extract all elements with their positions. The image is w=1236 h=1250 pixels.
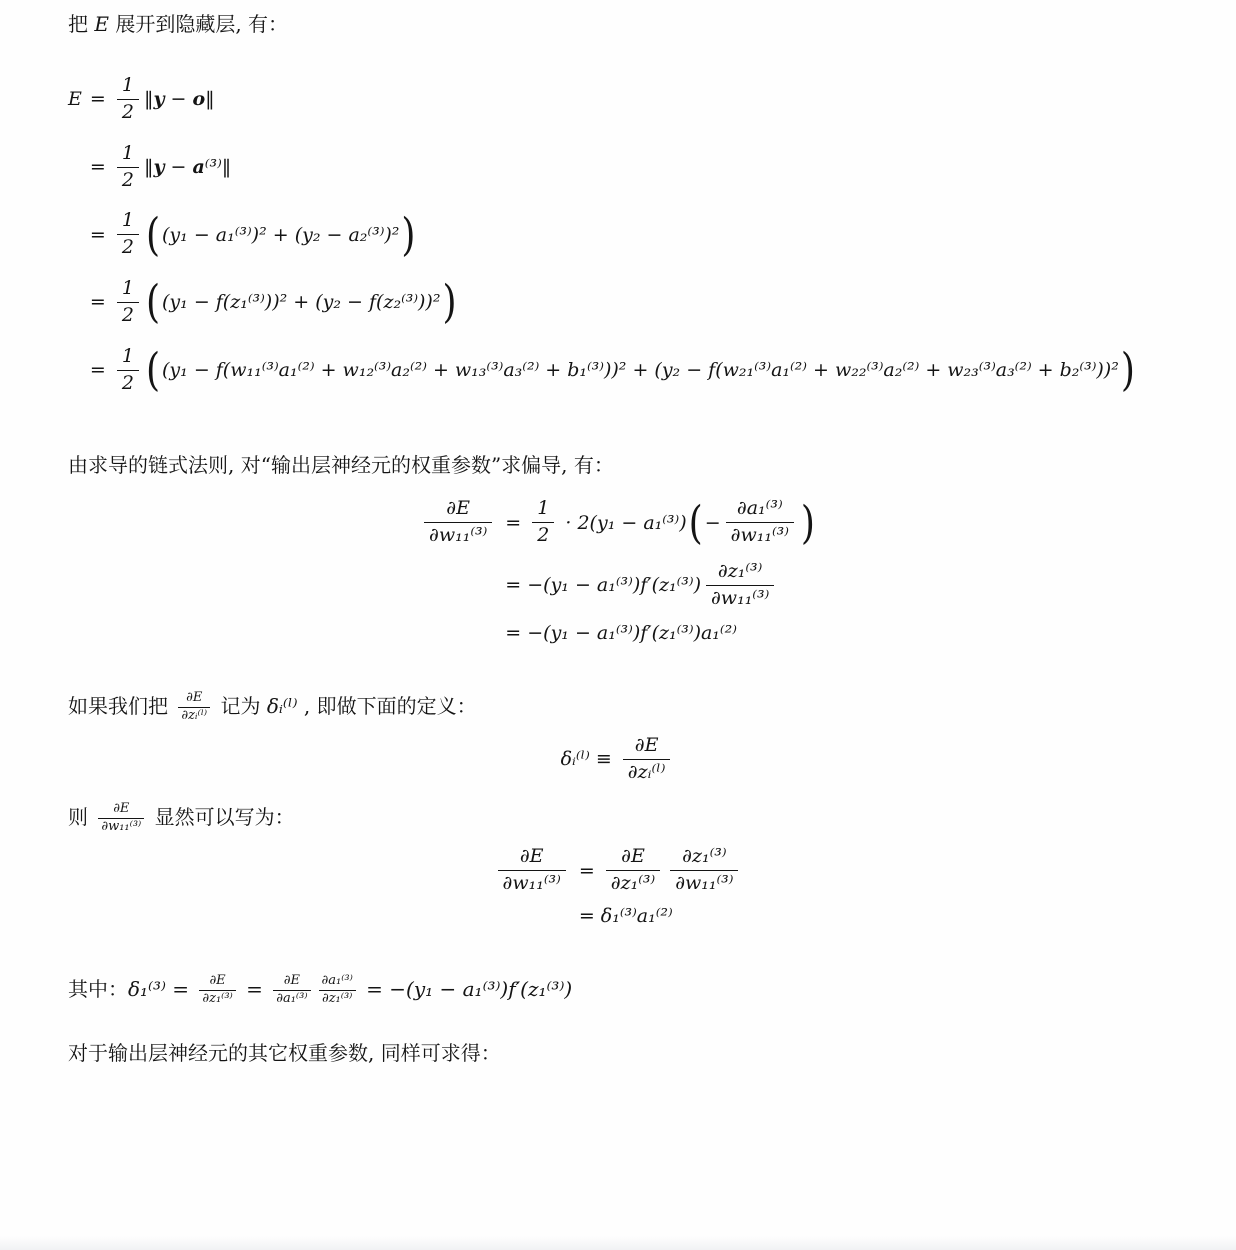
fraction-numerator: 1 (121, 209, 134, 232)
fraction (498, 844, 566, 897)
math-run: − (164, 88, 193, 111)
fraction-numerator: ∂a₁⁽³⁾ (736, 497, 783, 520)
fraction (606, 844, 660, 897)
fraction-denominator: 2 (121, 303, 134, 326)
fraction-numerator: ∂E (283, 972, 300, 988)
math-run: (y₁ − a₁⁽³⁾)² + (y₂ − a₂⁽³⁾)² (162, 223, 400, 246)
math-run: ⁽³⁾‖ (204, 156, 232, 179)
paragraph-other-weights (0, 1038, 1236, 1068)
fraction (117, 208, 139, 261)
math-run: = (89, 359, 112, 382)
math-run: ‖ (143, 88, 154, 111)
math-run: = (239, 976, 270, 1001)
math-run: = (578, 859, 601, 882)
math-run: δ₁⁽³⁾ = (128, 976, 196, 1001)
equation-rhs (90, 208, 418, 261)
equation-rhs (90, 73, 215, 126)
fraction-denominator: 2 (537, 524, 550, 547)
math-run: = (89, 156, 112, 179)
fraction (319, 973, 356, 1008)
fraction-denominator: ∂zᵢ⁽ˡ⁾ (627, 760, 666, 783)
text-run: 记为 (214, 693, 267, 718)
fraction-denominator: ∂z₁⁽³⁾ (202, 990, 233, 1006)
equation-lhs (68, 88, 82, 110)
fraction-numerator: ∂E (446, 497, 470, 520)
paragraph-chain-rule (0, 450, 1236, 480)
bold-math-run: y (153, 156, 165, 179)
fraction (424, 496, 492, 549)
equation-rewrite (493, 844, 744, 927)
fraction-numerator: ∂E (113, 801, 130, 817)
fraction-numerator: ∂E (209, 972, 226, 988)
fraction (670, 844, 738, 897)
math-run: (y₁ − f(w₁₁⁽³⁾a₁⁽²⁾ + w₁₂⁽³⁾a₂⁽²⁾ + w₁₃⁽³⁾a₃⁽²⁾ + b₁⁽³⁾))² + (y₂ − f(w₂₁⁽³⁾a₁⁽²⁾ + w₂₂⁽³⁾a₂⁽²⁾ + w₂₃⁽³⁾a₃⁽²⁾ + b₂⁽³⁾))² (162, 359, 1119, 382)
fraction-numerator: 1 (537, 497, 550, 520)
equation-rhs (579, 905, 673, 927)
fraction-denominator: ∂w₁₁⁽³⁾ (710, 586, 770, 609)
paragraph-delta-intro (0, 690, 1236, 725)
math-run: = (89, 88, 112, 111)
text-run: 如果我们把 (68, 693, 175, 718)
fraction-numerator: ∂E (186, 689, 203, 705)
fraction-numerator: 1 (121, 277, 134, 300)
fraction-denominator: ∂w₁₁⁽³⁾ (502, 872, 561, 895)
fraction-denominator: ∂z₁⁽³⁾ (321, 990, 353, 1006)
fraction-denominator: ∂zᵢ⁽ˡ⁾ (181, 707, 208, 723)
bold-math-run: o (192, 88, 206, 111)
math-run: (y₁ − f(z₁⁽³⁾))² + (y₂ − f(z₂⁽³⁾))² (162, 291, 441, 314)
fraction (623, 733, 671, 786)
fraction (98, 801, 144, 836)
text-run: 由求导的链式法则, 对“输出层神经元的权重参数”求偏导, 有： (68, 453, 614, 478)
fraction (199, 973, 235, 1008)
big-delimiter: ( (688, 496, 703, 549)
fraction-numerator: ∂z₁⁽³⁾ (717, 560, 763, 583)
equation-rhs (579, 844, 744, 897)
big-delimiter: ) (442, 276, 457, 329)
fraction-denominator: 2 (121, 371, 134, 394)
equation-error-expansion (68, 73, 1137, 396)
equation-rhs (505, 559, 779, 612)
fraction (117, 276, 139, 329)
paragraph-where-delta (0, 973, 1236, 1008)
fraction (726, 496, 794, 549)
text-run: 显然可以写为： (148, 805, 295, 830)
text-run: , 即做下面的定义： (297, 693, 477, 718)
math-run: = −(y₁ − a₁⁽³⁾)f′(z₁⁽³⁾) (505, 574, 701, 597)
math-run: = (89, 291, 112, 314)
fraction-denominator: ∂w₁₁⁽³⁾ (675, 872, 734, 895)
equation-lhs (419, 496, 497, 549)
text-run: 把 (68, 12, 95, 36)
fraction-denominator: 2 (121, 168, 134, 191)
bold-math-run: y (153, 88, 165, 111)
fraction-denominator: ∂w₁₁⁽³⁾ (429, 524, 488, 547)
fraction-denominator: ∂z₁⁽³⁾ (610, 872, 656, 895)
fraction (532, 496, 554, 549)
text-run: 对于输出层神经元的其它权重参数, 同样可求得： (68, 1040, 501, 1065)
bold-math-run: a (192, 156, 205, 179)
text-run: 则 (68, 805, 95, 830)
big-delimiter: ( (145, 276, 161, 329)
math-run: = (89, 223, 112, 246)
math-run: − (164, 156, 193, 179)
math-run: = δ₁⁽³⁾a₁⁽²⁾ (578, 904, 673, 927)
fraction-denominator: ∂a₁⁽³⁾ (276, 990, 308, 1006)
equation-rhs (90, 344, 1137, 397)
fraction (273, 973, 310, 1008)
fraction (117, 344, 139, 397)
fraction (117, 141, 139, 194)
fraction (117, 73, 139, 126)
text-run: 展开到隐藏层, 有： (108, 12, 289, 36)
math-run: ‖ (143, 156, 154, 179)
big-delimiter: ) (800, 496, 815, 549)
text-run: 其中： (68, 976, 128, 1001)
big-delimiter: ( (145, 208, 161, 261)
fraction-numerator: 1 (121, 141, 134, 164)
fraction-numerator: ∂E (519, 845, 544, 868)
math-run: ‖ (205, 88, 215, 111)
big-delimiter: ( (145, 343, 161, 397)
math-run: E (68, 88, 82, 111)
fraction-denominator: 2 (121, 236, 134, 259)
math-run: δᵢ⁽ˡ⁾ ≡ (560, 748, 618, 771)
equation-rhs (90, 276, 459, 329)
math-run: = −(y₁ − a₁⁽³⁾)f′(z₁⁽³⁾)a₁⁽²⁾ (505, 621, 737, 644)
equation-rhs (505, 496, 817, 549)
paragraph-rewrite-intro (0, 801, 1236, 836)
math-run: · 2(y₁ − a₁⁽³⁾) (559, 511, 687, 534)
fraction-numerator: 1 (121, 74, 134, 96)
fraction-denominator: 2 (121, 100, 134, 123)
fraction-denominator: ∂w₁₁⁽³⁾ (101, 819, 142, 835)
fraction-denominator: ∂w₁₁⁽³⁾ (730, 524, 789, 547)
equation-delta-definition (561, 733, 676, 786)
equation-rhs (505, 622, 737, 644)
math-run: δᵢ⁽ˡ⁾ (266, 693, 298, 718)
equation-rhs (90, 141, 231, 194)
fraction (706, 559, 774, 612)
page-bottom-fade (0, 1236, 1236, 1250)
fraction-numerator: ∂a₁⁽³⁾ (321, 972, 353, 988)
paragraph-expand-intro (0, 0, 1236, 39)
equation-partial-derivative (419, 496, 817, 643)
fraction (178, 690, 210, 725)
fraction-numerator: 1 (121, 344, 134, 367)
fraction-numerator: ∂E (634, 733, 659, 756)
equation-lhs (493, 844, 571, 897)
math-run: = −(y₁ − a₁⁽³⁾)f′(z₁⁽³⁾) (359, 976, 573, 1001)
math-run: E (94, 12, 109, 36)
fraction-numerator: ∂z₁⁽³⁾ (682, 845, 727, 868)
fraction-numerator: ∂E (621, 845, 645, 868)
math-run: = (505, 511, 528, 534)
math-run: − (704, 511, 721, 534)
big-delimiter: ) (401, 208, 416, 261)
big-delimiter: ) (1120, 343, 1135, 397)
